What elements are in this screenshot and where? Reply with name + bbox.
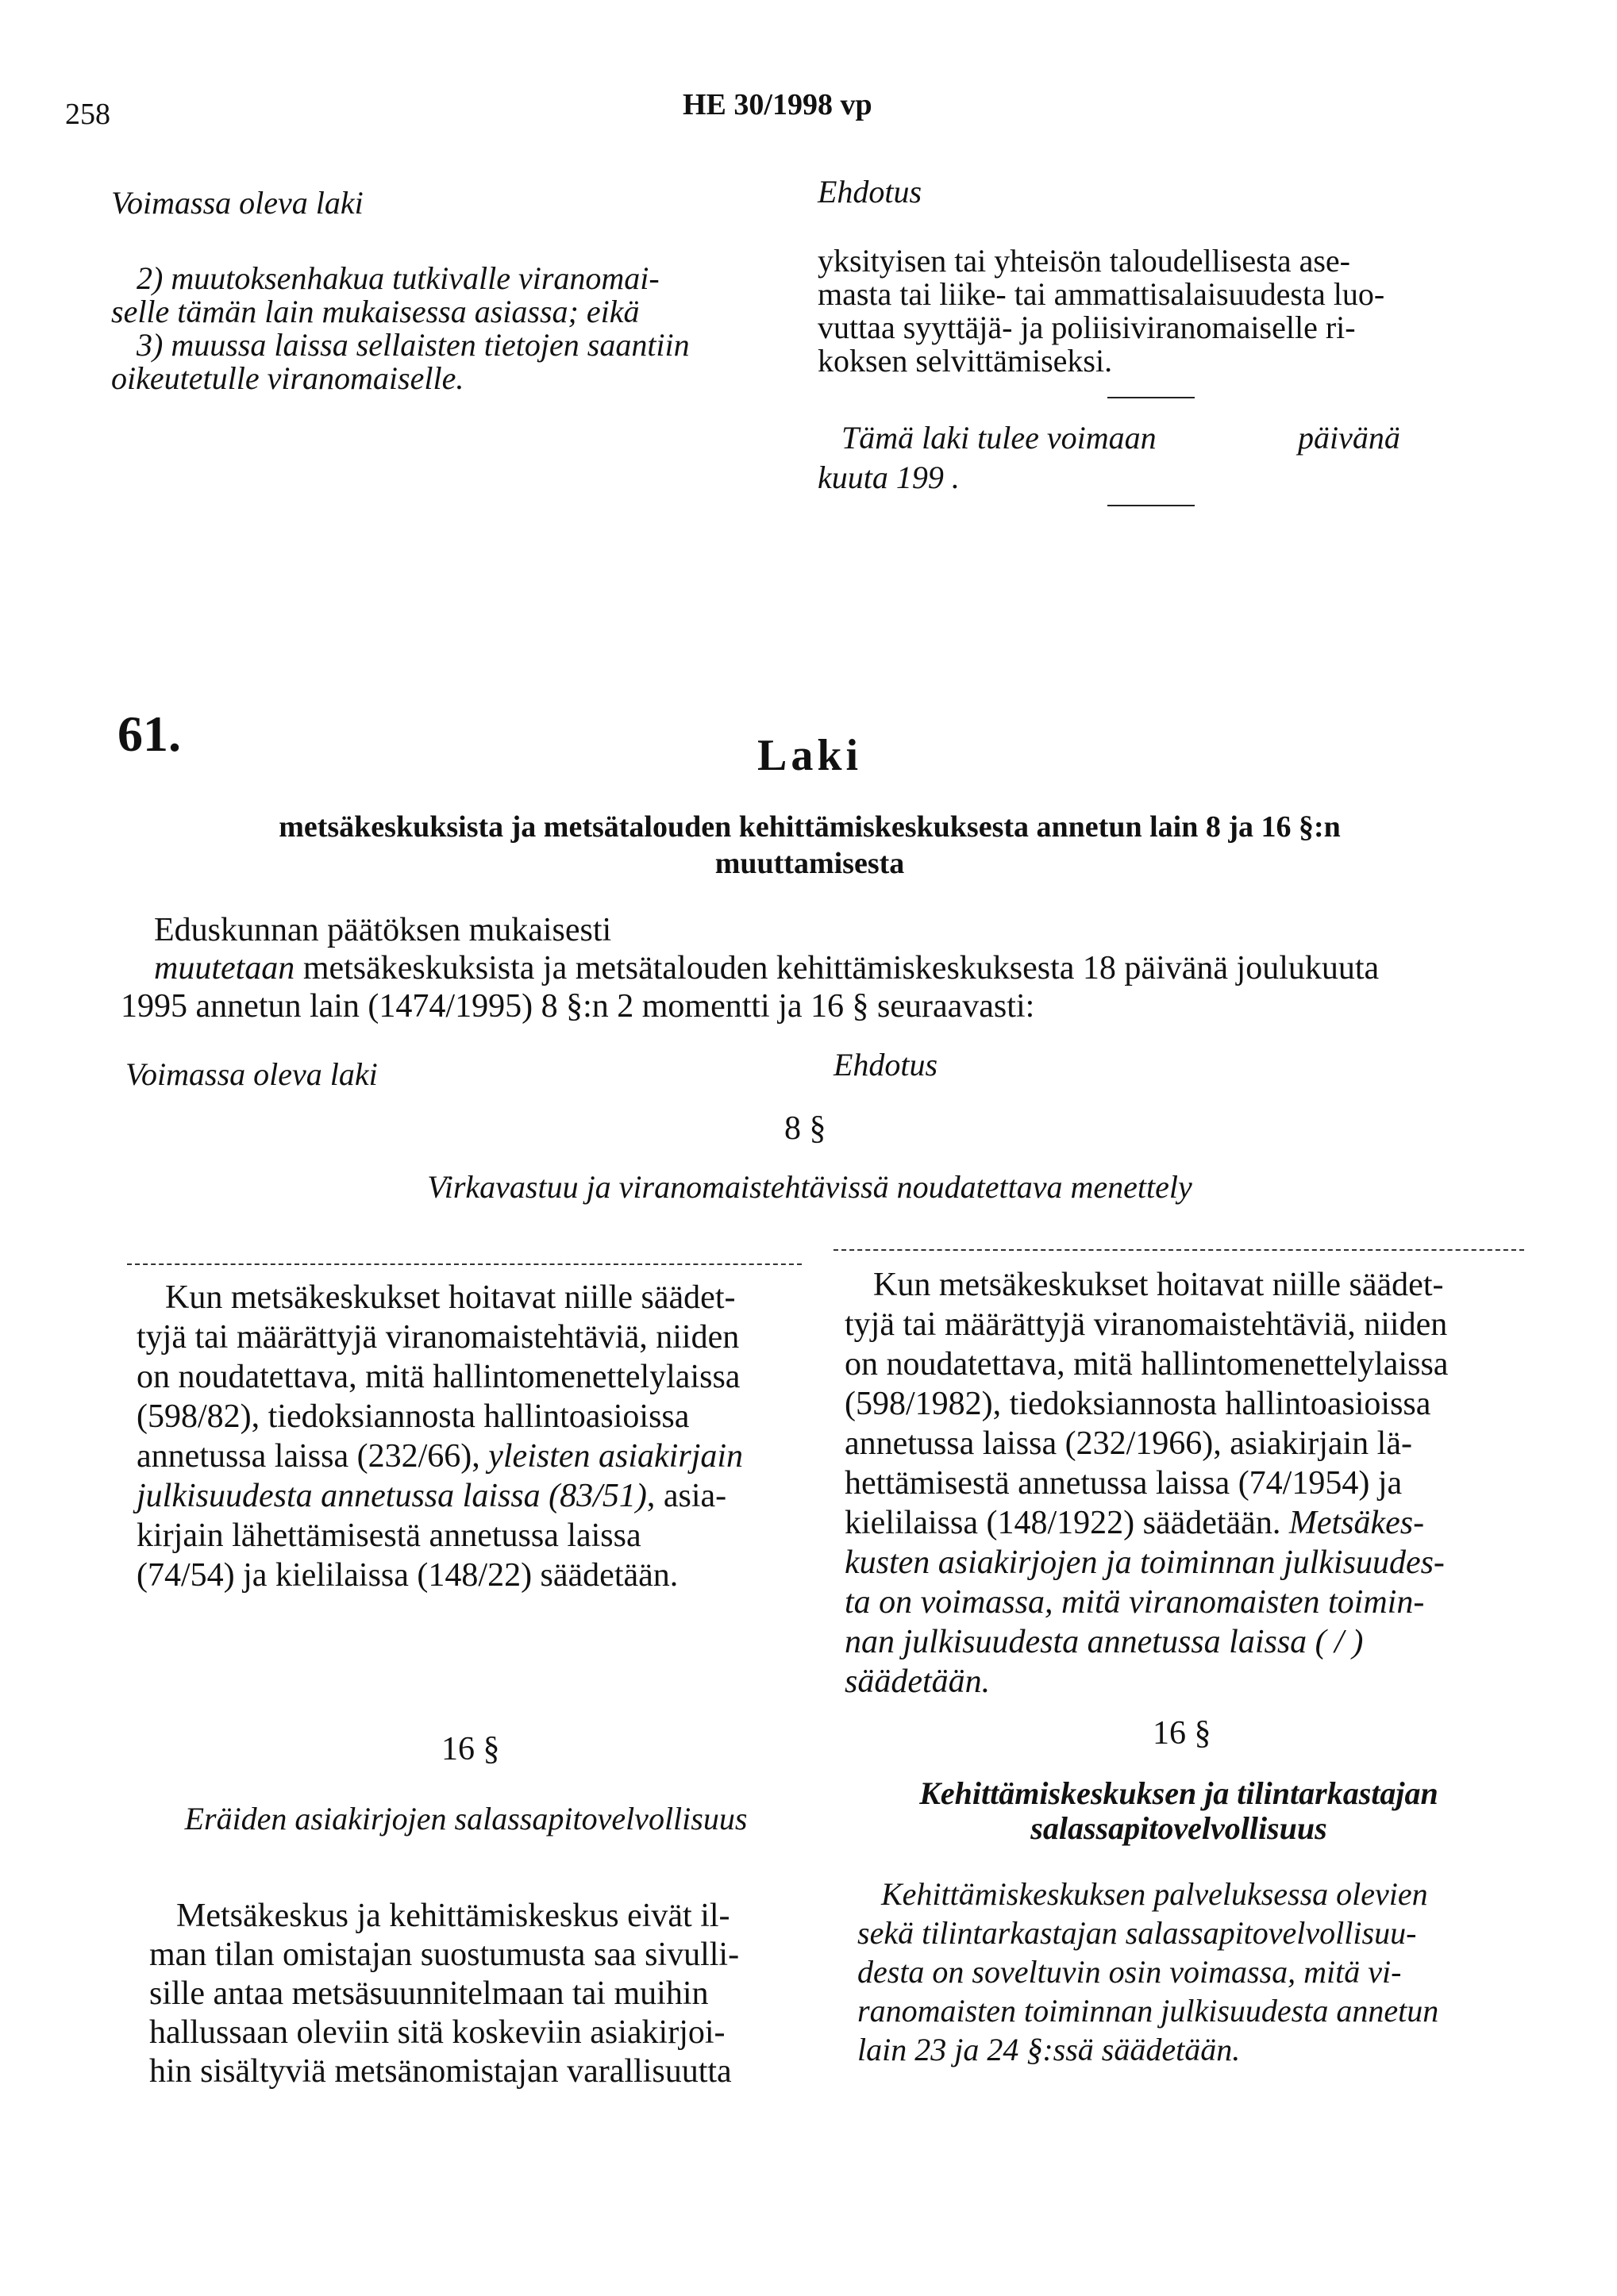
page-number: 258: [65, 98, 110, 131]
law-title: Laki: [757, 731, 863, 780]
proposal-heading: Ehdotus: [834, 1047, 938, 1083]
entry-into-force-day: päivänä: [1298, 420, 1400, 456]
text-line: 2) muutoksenhakua tutkivalle viranomai-: [137, 260, 660, 296]
text-line: desta on soveltuvin osin voimassa, mitä vi-: [857, 1954, 1402, 1990]
omission-dashes: [834, 1249, 1524, 1251]
text-line: säädetään.: [845, 1663, 991, 1700]
text-line: selle tämän lain mukaisessa asiassa; eikä: [111, 294, 640, 329]
section-8-number: 8 §: [784, 1110, 826, 1147]
divider-rule: [1107, 505, 1195, 506]
text-line: kielilaissa (148/1922) säädetään. Metsäkes-: [845, 1505, 1425, 1541]
top-right-text: [818, 244, 1516, 378]
current-law-heading: Voimassa oleva laki: [125, 1056, 378, 1092]
entry-into-force-text: Tämä laki tulee voimaan: [841, 420, 1157, 456]
text-line: julkisuudesta annetussa laissa (83/51), asia-: [137, 1478, 727, 1514]
text-line: yksityisen tai yhteisön taloudellisesta ase-: [818, 243, 1350, 279]
text-line: Kehittämiskeskuksen palveluksessa olevien: [881, 1876, 1428, 1912]
divider-rule: [1107, 397, 1195, 398]
text-line: tyjä tai määrättyjä viranomaistehtäviä, niiden: [137, 1319, 740, 1356]
text-line: ta on voimassa, mitä viranomaisten toimin-: [845, 1584, 1425, 1621]
entry-into-force-month: kuuta 199 .: [818, 460, 960, 495]
intro-rest: metsäkeskuksista ja metsätalouden kehittämiskeskuksesta 18 päivänä joulukuuta: [295, 950, 1380, 986]
title-line: salassapitovelvollisuus: [1030, 1810, 1327, 1846]
law-subtitle: metsäkeskuksista ja metsätalouden kehittämiskeskuksesta annetun lain 8 ja 16 §:n: [279, 810, 1341, 844]
text-line: Kun metsäkeskukset hoitavat niille säädet-: [165, 1279, 736, 1316]
text-line: nan julkisuudesta annetussa laissa ( / ): [845, 1624, 1364, 1660]
law-subtitle-cont: muuttamisesta: [714, 847, 905, 880]
intro-italic: muutetaan: [154, 950, 295, 986]
text-line: man tilan omistajan suostumusta saa sivulli-: [149, 1936, 740, 1973]
text-line: (598/82), tiedoksiannosta hallintoasioissa: [137, 1398, 690, 1435]
proposal-heading: Ehdotus: [818, 174, 922, 210]
section-16-title-proposal: [834, 1776, 1524, 1846]
text-line: Metsäkeskus ja kehittämiskeskus eivät il-: [176, 1898, 730, 1934]
text-line: hallussaan oleviin sitä koskeviin asiakirjoi-: [149, 2014, 726, 2051]
text-line: annetussa laissa (232/1966), asiakirjain lä-: [845, 1425, 1412, 1462]
text-line: on noudatettava, mitä hallintomenettelylaissa: [137, 1359, 741, 1395]
text-line: koksen selvittämiseksi.: [818, 343, 1113, 379]
text-line: kusten asiakirjojen ja toiminnan julkisuudes-: [845, 1544, 1445, 1581]
text-line: kirjain lähettämisestä annetussa laissa: [137, 1517, 641, 1554]
section-8-current-text: [137, 1278, 795, 1595]
text-line: oikeutetulle viranomaiselle.: [111, 360, 464, 396]
text-line: (598/1982), tiedoksiannosta hallintoasioissa: [845, 1386, 1431, 1422]
text-line: masta tai liike- tai ammattisalaisuudesta luo-: [818, 276, 1385, 312]
intro-line: [154, 949, 1379, 987]
text-line: hin sisältyviä metsänomistajan varallisuutta: [149, 2053, 732, 2090]
text-line: hettämisestä annetussa laissa (74/1954) ja: [845, 1465, 1403, 1502]
title-line: Kehittämiskeskuksen ja tilintarkastajan: [919, 1775, 1438, 1811]
text-line: sekä tilintarkastajan salassapitovelvollisuu-: [857, 1915, 1417, 1951]
current-law-heading: Voimassa oleva laki: [111, 185, 364, 221]
omission-dashes: [127, 1263, 802, 1265]
text-line: tyjä tai määrättyjä viranomaistehtäviä, niiden: [845, 1306, 1448, 1343]
section-8-proposal-text: [845, 1265, 1524, 1702]
section-8-title: Virkavastuu ja viranomaistehtävissä noudatettava menettely: [427, 1169, 1192, 1205]
text-line: lain 23 ja 24 §:ssä säädetään.: [857, 2032, 1241, 2067]
top-left-text: [111, 262, 802, 395]
text-line: vuttaa syyttäjä- ja poliisiviranomaiselle ri-: [818, 310, 1356, 345]
text-line: (74/54) ja kielilaissa (148/22) säädetään.: [137, 1557, 679, 1594]
section-16-current-text: [149, 1897, 799, 2091]
text-line: 3) muussa laissa sellaisten tietojen saantiin: [137, 327, 690, 363]
section-16-title-current: Eräiden asiakirjojen salassapitovelvollisuus: [184, 1801, 748, 1836]
text-line: Kun metsäkeskukset hoitavat niille säädet-: [873, 1267, 1444, 1303]
text-line: on noudatettava, mitä hallintomenettelylaissa: [845, 1346, 1449, 1383]
section-16-number-current: 16 §: [441, 1731, 500, 1767]
intro-line: 1995 annetun lain (1474/1995) 8 §:n 2 momentti ja 16 § seuraavasti:: [121, 988, 1035, 1025]
intro-line: Eduskunnan päätöksen mukaisesti: [154, 912, 612, 948]
document-id: HE 30/1998 vp: [683, 88, 872, 121]
section-16-number-proposal: 16 §: [1153, 1715, 1211, 1752]
text-line: sille antaa metsäsuunnitelmaan tai muihin: [149, 1975, 709, 2012]
text-line: ranomaisten toiminnan julkisuudesta annetun: [857, 1993, 1439, 2029]
section-16-proposal-text: [857, 1875, 1524, 2069]
text-line: annetussa laissa (232/66), yleisten asiakirjain: [137, 1438, 744, 1475]
law-number: 61.: [117, 706, 181, 762]
